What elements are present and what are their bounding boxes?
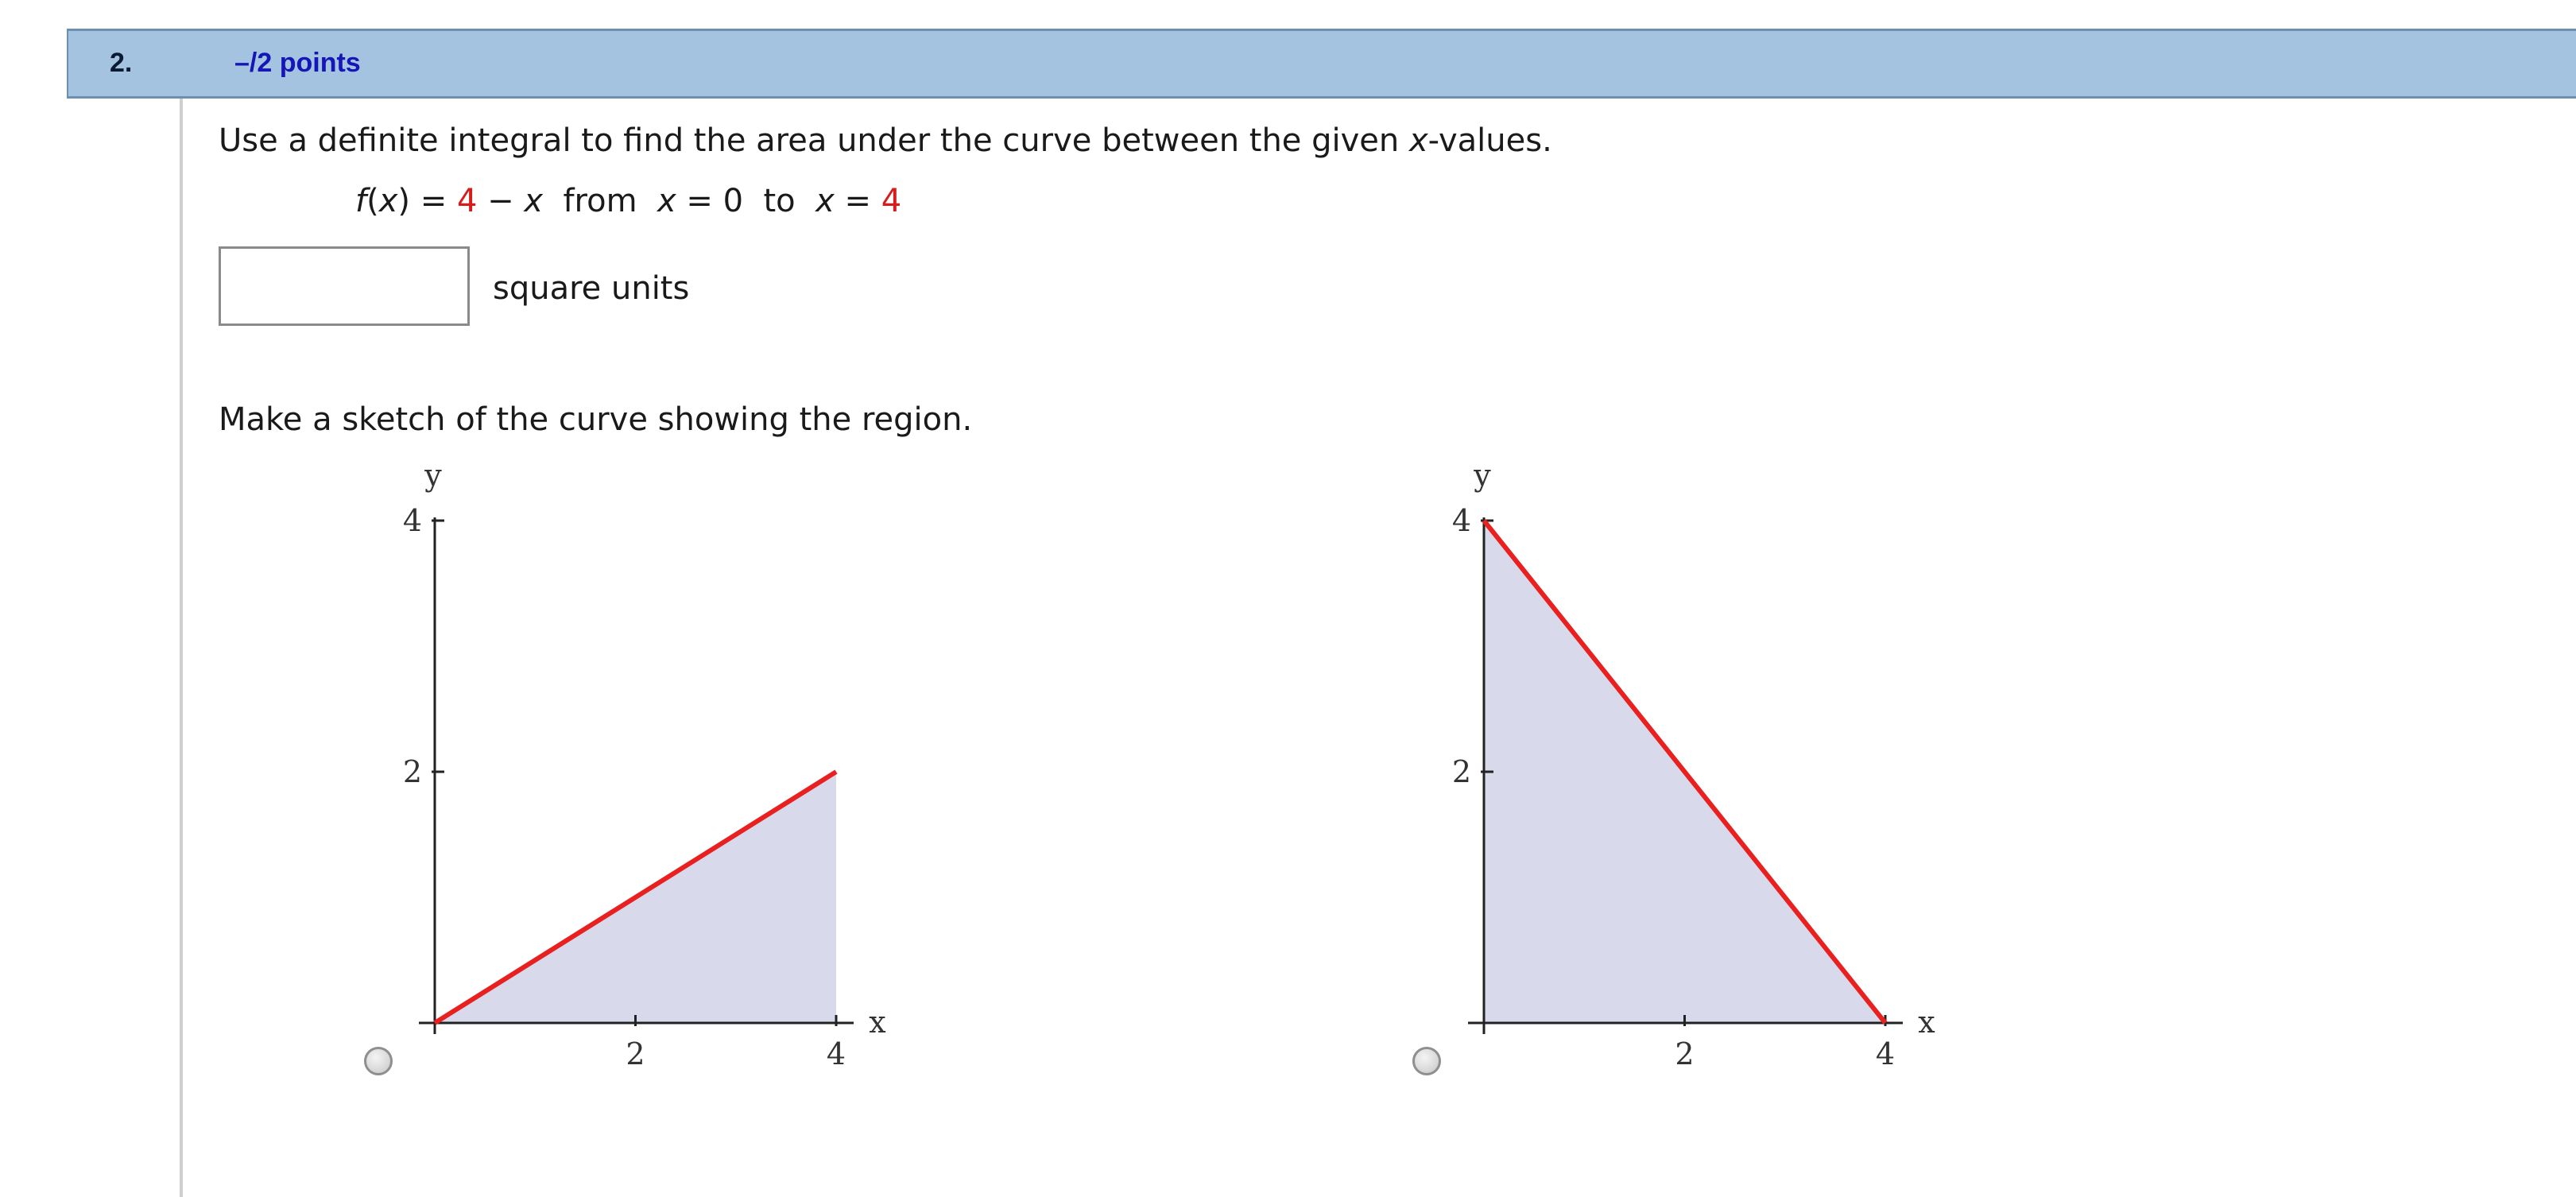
prompt-text: Use a definite integral to find the area under the curve between the given <box>219 122 1409 159</box>
x-tick-label: 2 <box>626 1036 645 1071</box>
formula-minus: − <box>477 183 525 219</box>
points-label: –/2 points <box>234 48 361 78</box>
left-rule <box>180 99 183 1197</box>
graph-option-a <box>342 453 1327 1089</box>
x-tick-label: 4 <box>1875 1036 1896 1071</box>
x-tick-label: 2 <box>1675 1036 1695 1071</box>
radio-option-a[interactable] <box>364 1047 393 1075</box>
question-number: 2. <box>110 48 133 78</box>
function-formula <box>355 183 901 219</box>
prompt-variable: x <box>1408 122 1428 159</box>
y-tick-label: 2 <box>1451 754 1471 789</box>
area-answer-input[interactable] <box>219 246 470 326</box>
x-axis-label: x <box>869 1005 886 1040</box>
y-tick-label: 4 <box>402 503 422 538</box>
formula-eq: ) = <box>397 183 457 219</box>
question-prompt <box>219 122 1552 159</box>
y-tick-label: 4 <box>1451 503 1471 538</box>
formula-paren: ( <box>366 183 379 219</box>
sketch-prompt: Make a sketch of the curve showing the region. <box>219 401 973 438</box>
formula-x3: x <box>657 183 676 219</box>
x-tick-label: 4 <box>826 1036 846 1071</box>
radio-option-b[interactable] <box>1412 1047 1441 1075</box>
y-axis-label: y <box>424 458 442 493</box>
formula-f: f <box>355 183 367 219</box>
formula-lower-bound: = 0 to <box>676 183 816 219</box>
formula-x: x <box>378 183 398 219</box>
units-label: square units <box>493 270 690 307</box>
formula-x2: x <box>524 183 544 219</box>
x-axis-label: x <box>1918 1005 1935 1040</box>
prompt-text-end: -values. <box>1427 122 1552 159</box>
question-header <box>68 29 2576 99</box>
formula-from: from <box>543 183 657 219</box>
graph-option-b <box>1391 453 2377 1089</box>
y-axis-label: y <box>1474 458 1491 493</box>
formula-x4: x <box>815 183 835 219</box>
formula-constant: 4 <box>456 183 478 219</box>
y-tick-label: 2 <box>402 754 422 789</box>
formula-eq2: = <box>834 183 881 219</box>
formula-upper-bound: 4 <box>881 183 902 219</box>
